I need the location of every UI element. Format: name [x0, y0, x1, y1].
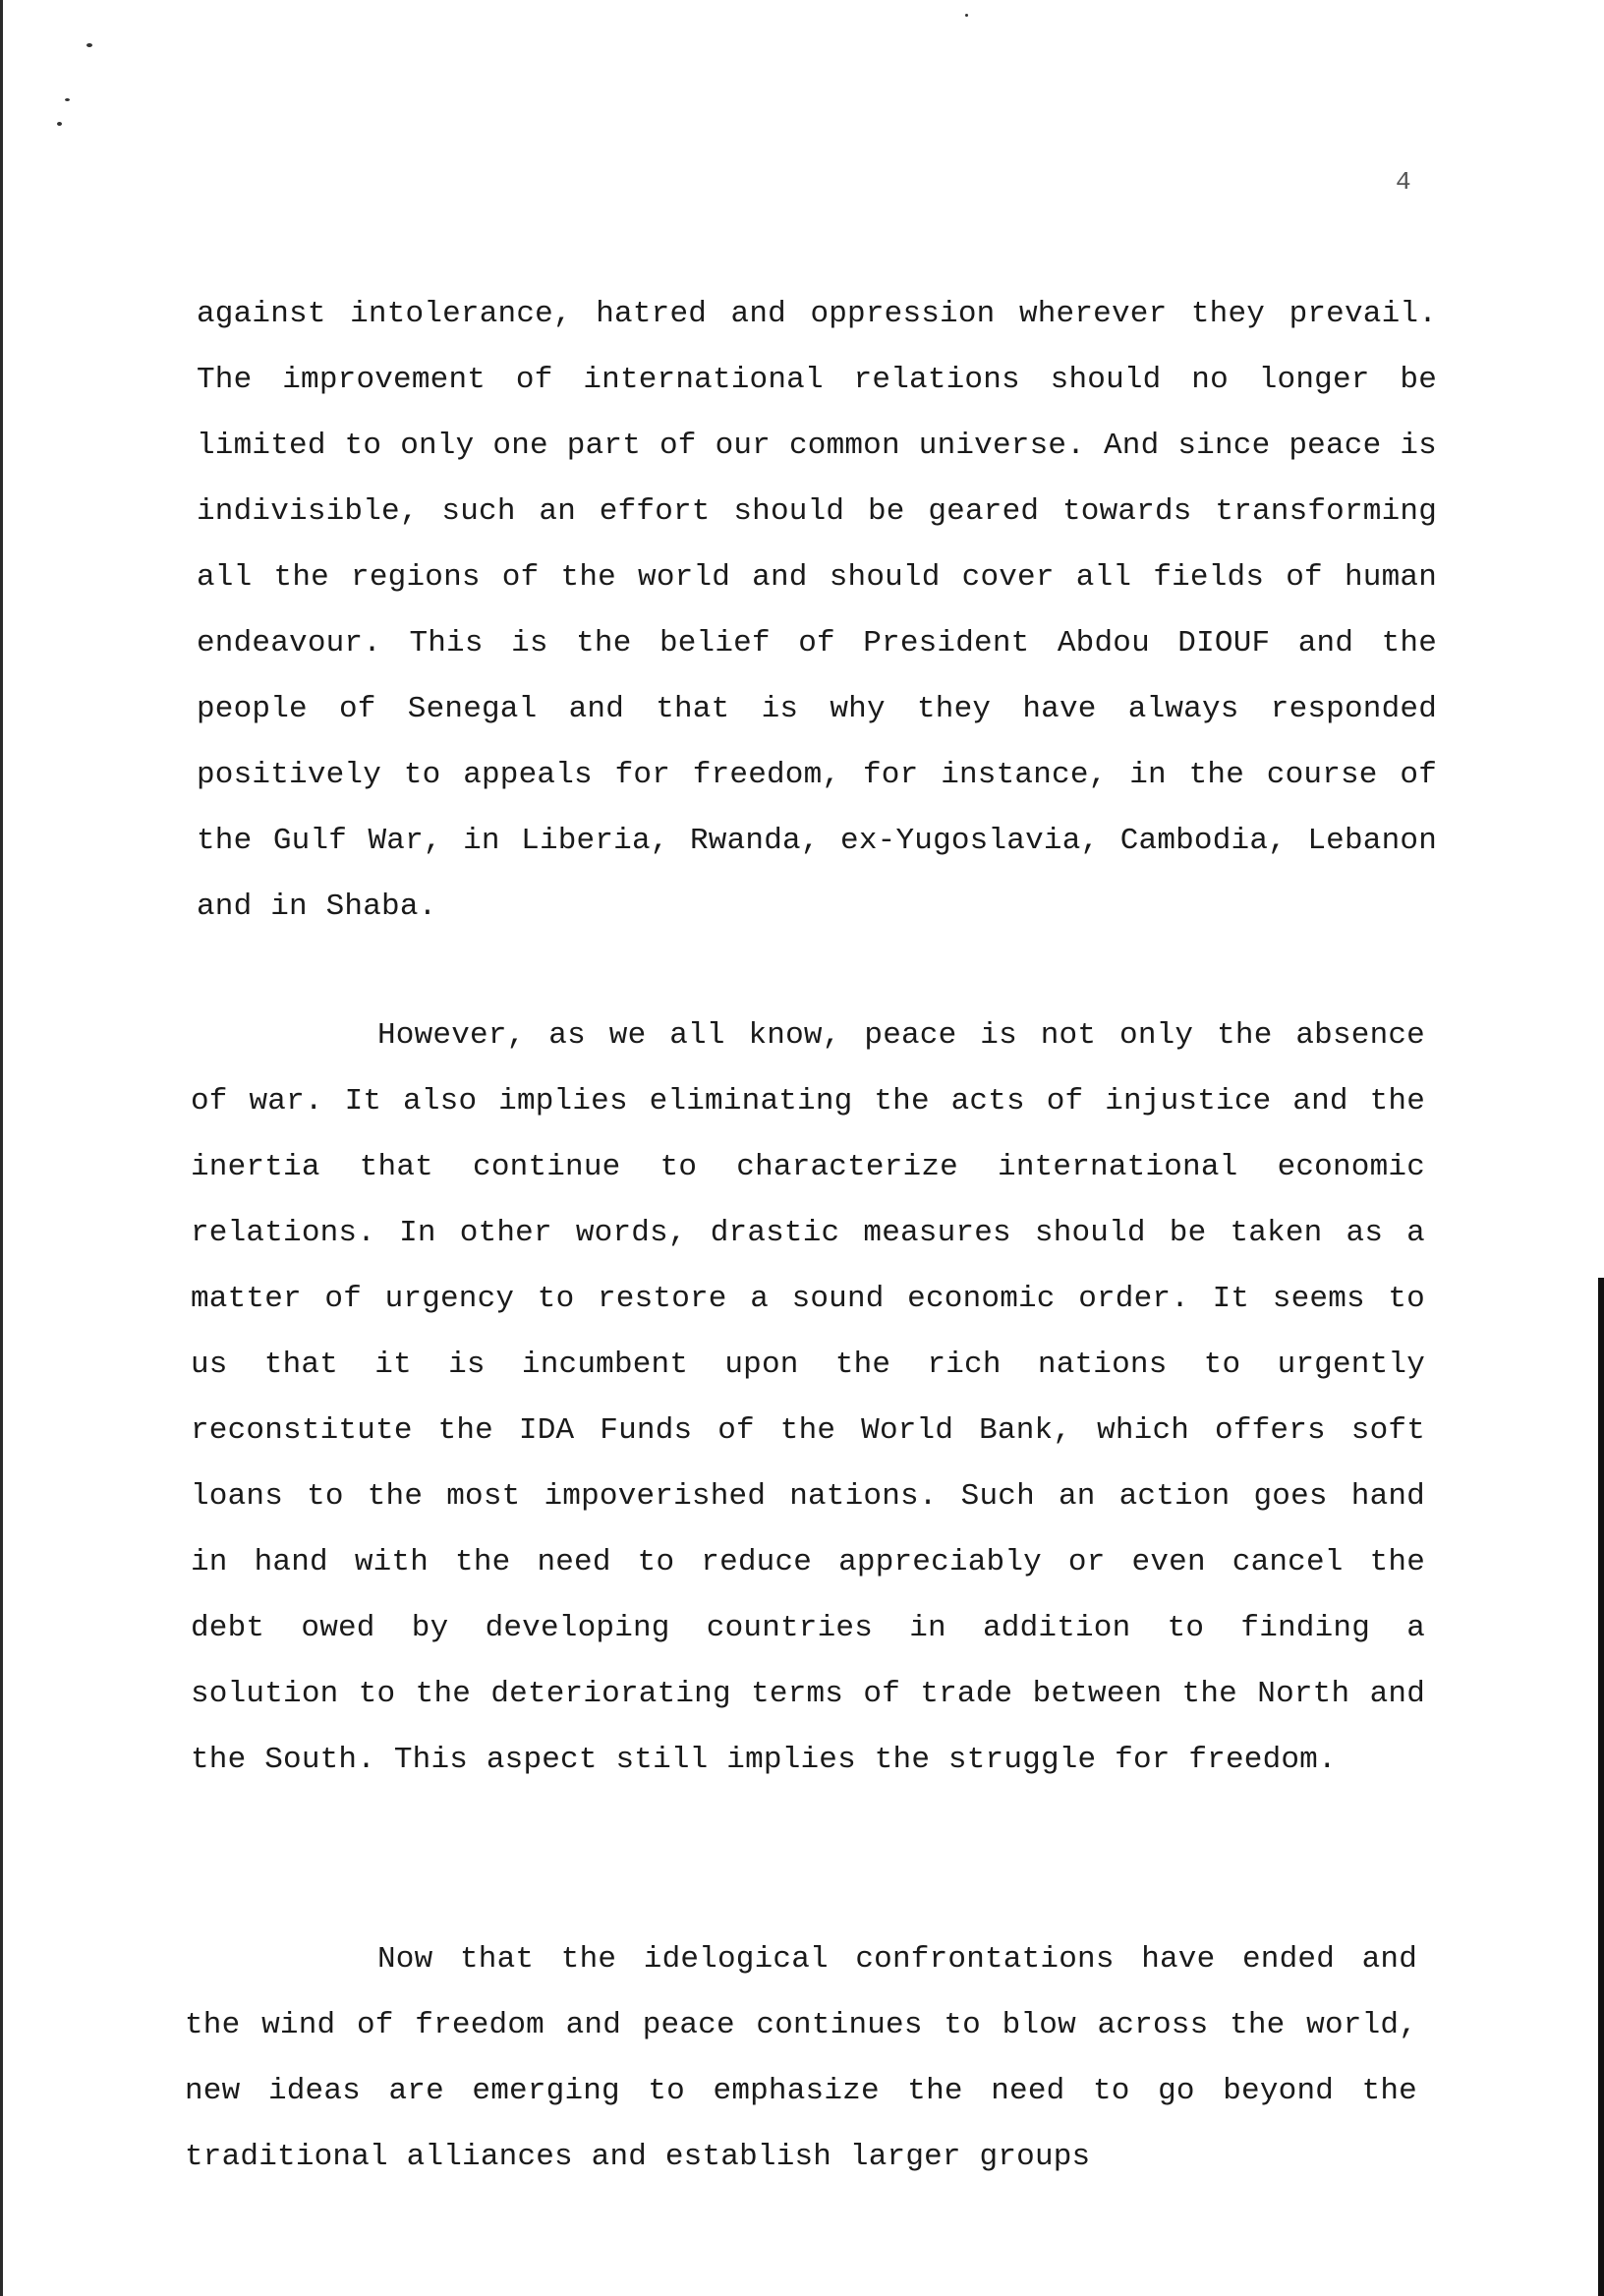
paragraph-2: However, as we all know, peace is not only the absence of war. It also implies eliminating the acts of injustice and the inertia that continue to characterize international economic relations. In other words, drastic measures should be taken as a matter of urgency to restore a sound economic order. It seems to us that it is incumbent upon the rich nations to urgently reconstitute the IDA Funds of the World Bank, which offers soft loans to the most impoverished nations. Such an action goes hand in hand with the need to reduce appreciably or even cancel the debt owed by developing countries in addition to finding a solution to the deteriorating terms of trade between the North and the South. This aspect still implies the struggle for freedom. [191, 1018, 1425, 1777]
scan-speck [65, 98, 70, 101]
paragraph-1: against intolerance, hatred and oppression wherever they prevail. The improvement of international relations should no longer be limited to only one part of our common universe. And since peace is indivisible, such an effort should be geared towards transforming all the regions of the world and should cover all fields of human endeavour. This is the belief of President Abdou DIOUF and the people of Senegal and that is why they have always responded positively to appeals for freedom, for instance, in the course of the Gulf War, in Liberia, Rwanda, ex-Yugoslavia, Cambodia, Lebanon and in Shaba. [197, 297, 1437, 924]
scan-left-edge [0, 0, 3, 2296]
page-number: 4 [1396, 167, 1411, 197]
scan-speck [965, 14, 968, 17]
scan-speck [86, 43, 92, 47]
scan-speck [57, 122, 62, 126]
paragraph-3: Now that the idelogical confrontations have ended and the wind of freedom and peace continues to blow across the world, new ideas are emerging to emphasize the need to go beyond the traditional alliances and establish larger groups [185, 1942, 1417, 2174]
scan-right-edge [1598, 1278, 1604, 2296]
